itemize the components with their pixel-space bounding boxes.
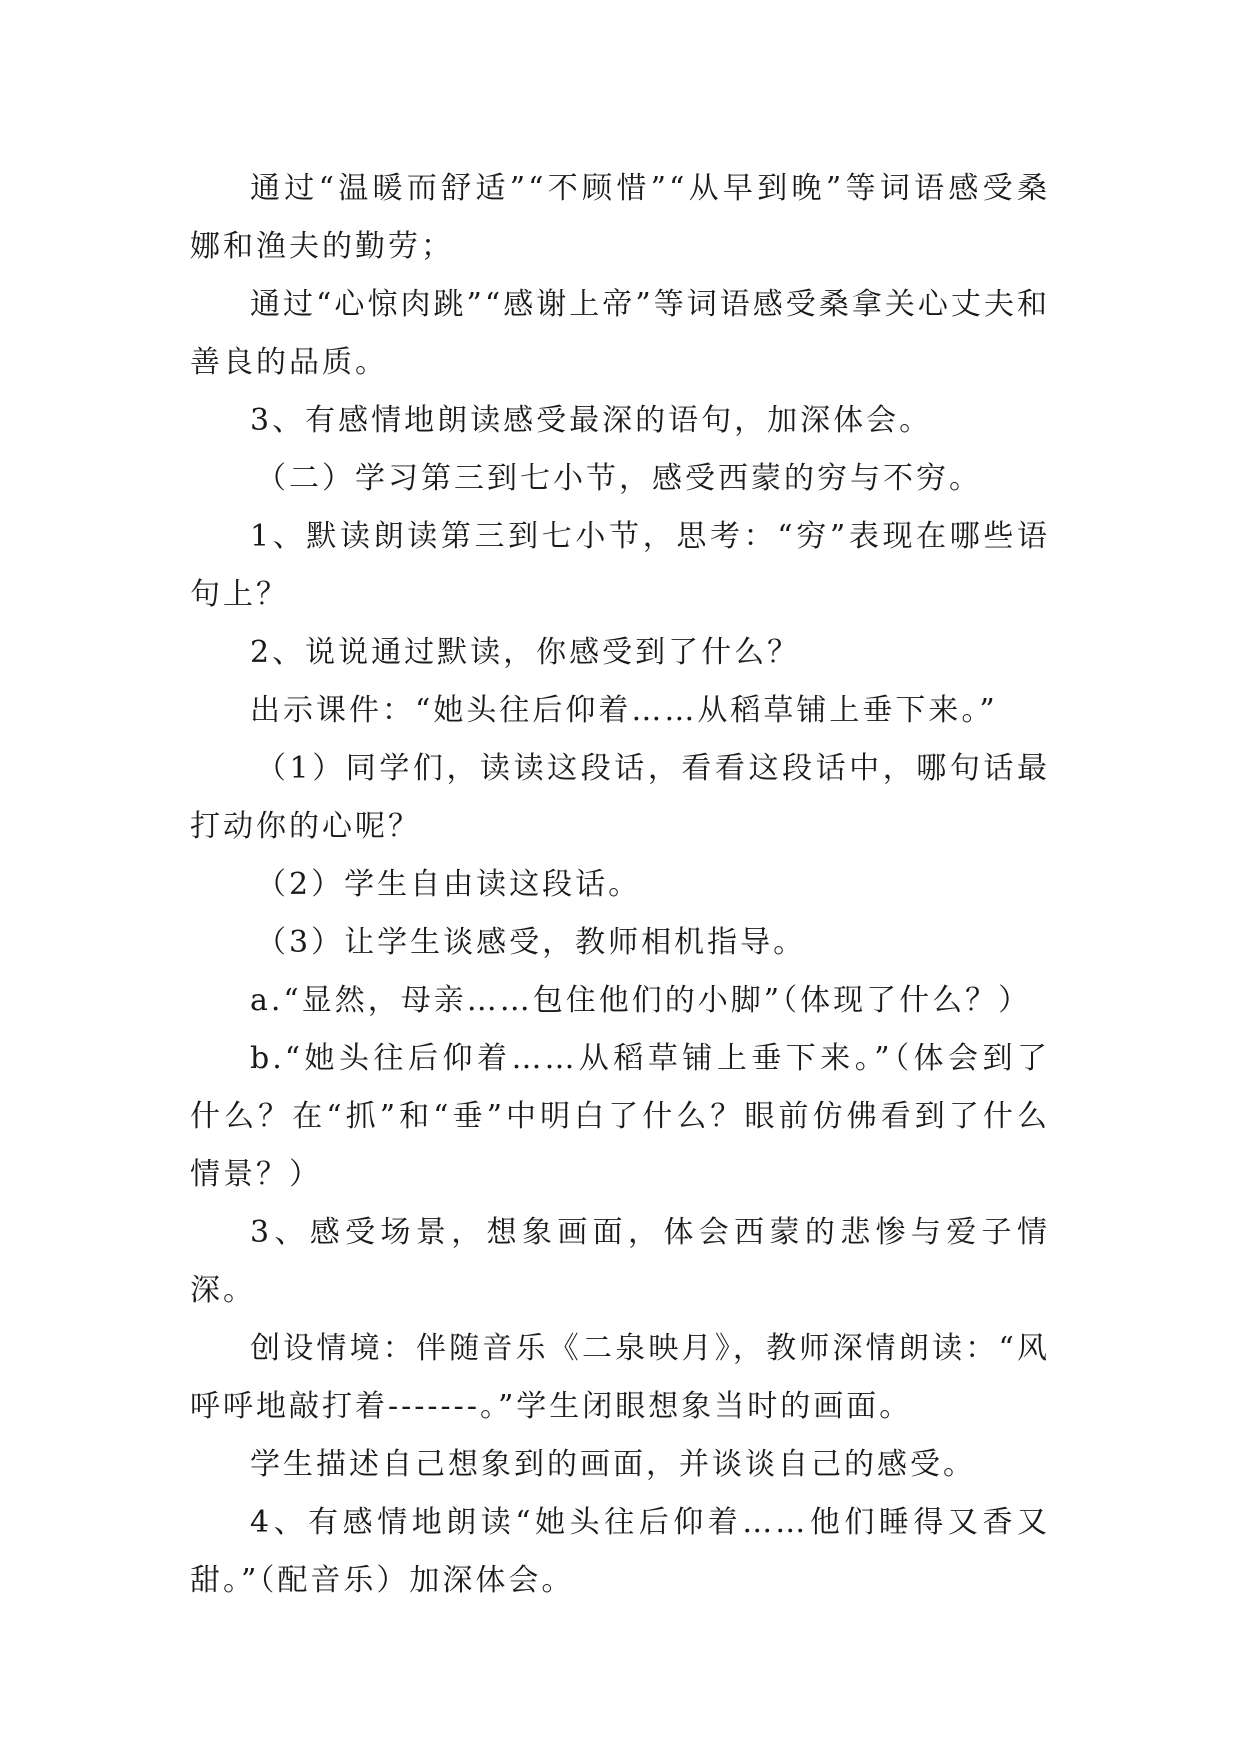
paragraph: 创设情境：伴随音乐《二泉映月》，教师深情朗读：“风呼呼地敲打着-------。”学生闭眼想象当时的画面。 (190, 1331, 1050, 1424)
paragraph: （2）学生自由读这段话。 (256, 867, 642, 902)
paragraph: 学生描述自己想象到的画面，并谈谈自己的感受。 (250, 1447, 976, 1482)
paragraph: 4、有感情地朗读“她头往后仰着……他们睡得又香又甜。”（配音乐）加深体会。 (190, 1505, 1050, 1598)
paragraph: a.“显然，母亲……包住他们的小脚”（体现了什么？） (250, 983, 1032, 1018)
paragraph: 1、默读朗读第三到七小节，思考：“穷”表现在哪些语句上？ (190, 519, 1050, 612)
paragraph: b.“她头往后仰着……从稻草铺上垂下来。”（体会到了什么？在“抓”和“垂”中明白了什么？眼前仿佛看到了什么情景？） (190, 1041, 1050, 1192)
paragraph: 出示课件：“她头往后仰着……从稻草铺上垂下来。” (250, 693, 998, 728)
paragraph: 通过“心惊肉跳”“感谢上帝”等词语感受桑拿关心丈夫和善良的品质。 (190, 287, 1050, 380)
paragraph: 3、感受场景，想象画面，体会西蒙的悲惨与爱子情深。 (190, 1215, 1050, 1308)
paragraph: 3、有感情地朗读感受最深的语句，加深体会。 (250, 403, 933, 438)
section-heading: （二）学习第三到七小节，感受西蒙的穷与不穷。 (256, 461, 982, 496)
paragraph: （3）让学生谈感受，教师相机指导。 (256, 925, 807, 960)
paragraph: （1）同学们，读读这段话，看看这段话中，哪句话最打动你的心呢？ (190, 751, 1050, 844)
paragraph: 2、说说通过默读，你感受到了什么？ (250, 635, 801, 670)
document-body (190, 160, 1050, 1610)
paragraph: 通过“温暖而舒适”“不顾惜”“从早到晚”等词语感受桑娜和渔夫的勤劳； (190, 171, 1050, 264)
